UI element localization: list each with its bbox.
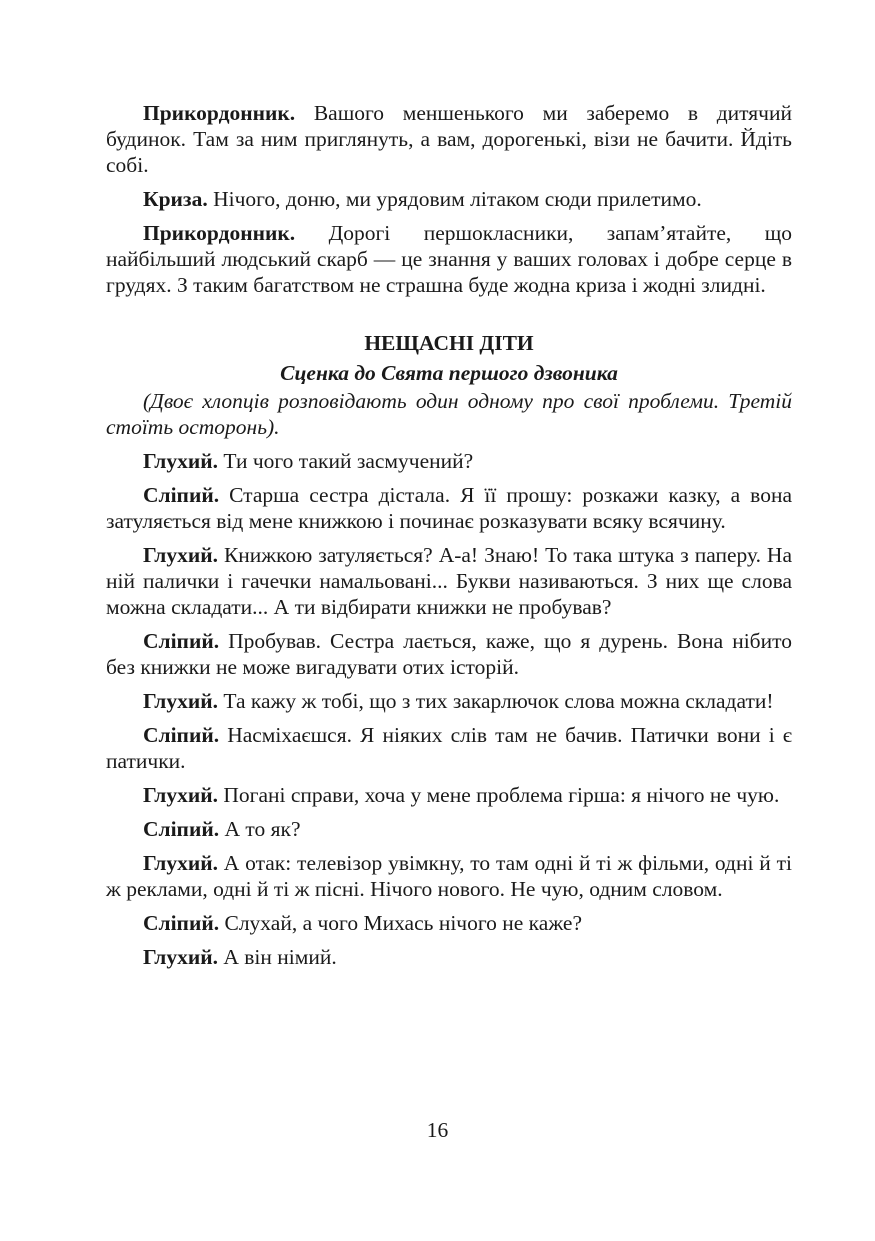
paragraph <box>106 220 792 298</box>
speaker-name: Глухий. <box>143 783 218 807</box>
speaker-name: Глухий. <box>143 945 218 969</box>
stage-direction: (Двоє хлопців розповідають один одному про свої проблеми. Третій стоїть осторонь). <box>106 389 792 439</box>
speaker-name: Сліпий. <box>143 911 220 935</box>
scene-title: НЕЩАСНІ ДІТИ <box>364 331 534 355</box>
speaker-name: Криза. <box>143 187 208 211</box>
speaker-name: Прикордонник. <box>143 221 296 245</box>
dialogue-line <box>106 850 792 902</box>
dialogue-line <box>106 542 792 620</box>
paragraph <box>106 100 792 178</box>
scene-subtitle: Сценка до Свята першого дзвоника <box>280 361 618 385</box>
dialogue-line <box>106 910 792 936</box>
dialogue-line <box>106 816 792 842</box>
speaker-name: Сліпий. <box>143 817 220 841</box>
dialogue-line <box>106 628 792 680</box>
speech-text: Дорогі першокласники, запам’ятайте, що найбільший людський скарб — це знання у ваших головах і добре серце в грудях. З таким багатством не страшна буде жодна криза і жодні злидні. <box>106 221 792 297</box>
speaker-name: Сліпий. <box>143 629 220 653</box>
speaker-name: Сліпий. <box>143 483 220 507</box>
paragraph <box>106 186 792 212</box>
dialogue-line <box>106 944 792 970</box>
speaker-name: Глухий. <box>143 449 218 473</box>
speech-text: Книжкою затуляється? А-а! Знаю! То така штука з паперу. На ній палички і гачечки намальовані... Букви називаються. З них ще слова можна складати... А ти відбирати книжки не пробував? <box>106 543 793 619</box>
speaker-name: Глухий. <box>143 543 218 567</box>
speech-text: Старша сестра дістала. Я її прошу: розкажи казку, а вона затуляється від мене книжкою і починає розказувати всяку всячину. <box>106 483 792 533</box>
dialogue-line <box>106 448 792 474</box>
speech-text: Погані справи, хоча у мене проблема гірша: я нічого не чую. <box>223 783 780 807</box>
dialogue-line <box>106 782 792 808</box>
speech-text: Вашого меншенького ми заберемо в дитячий будинок. Там за ним приглянуть, а вам, дорогенькі, візи не бачити. Йдіть собі. <box>106 101 792 177</box>
dialogue-line <box>106 482 792 534</box>
speaker-name: Глухий. <box>143 689 218 713</box>
speech-text: Та кажу ж тобі, що з тих закарлючок слова можна складати! <box>223 689 774 713</box>
speaker-name: Сліпий. <box>143 723 220 747</box>
dialogue-line <box>106 688 792 714</box>
speech-text: А то як? <box>224 817 301 841</box>
speech-text: Ти чого такий засмучений? <box>223 449 474 473</box>
speech-text: А отак: телевізор увімкну, то там одні й ті ж фільми, одні й ті ж реклами, одні й ті ж пісні. Нічого нового. Не чую, одним словом. <box>106 851 792 901</box>
speech-text: Слухай, а чого Михась нічого не каже? <box>224 911 583 935</box>
speaker-name: Прикордонник. <box>143 101 296 125</box>
dialogue-line <box>106 722 792 774</box>
page-number: 16 <box>426 1118 449 1142</box>
page-body <box>106 100 792 978</box>
speech-text: Пробував. Сестра лається, каже, що я дурень. Вона нібито без книжки не може вигадувати отих історій. <box>106 629 792 679</box>
speech-text: Нічого, доню, ми урядовим літаком сюди прилетимо. <box>213 187 702 211</box>
speech-text: А він німий. <box>223 945 337 969</box>
speech-text: Насміхаєшся. Я ніяких слів там не бачив. Патички вони і є патички. <box>106 723 792 773</box>
speaker-name: Глухий. <box>143 851 218 875</box>
